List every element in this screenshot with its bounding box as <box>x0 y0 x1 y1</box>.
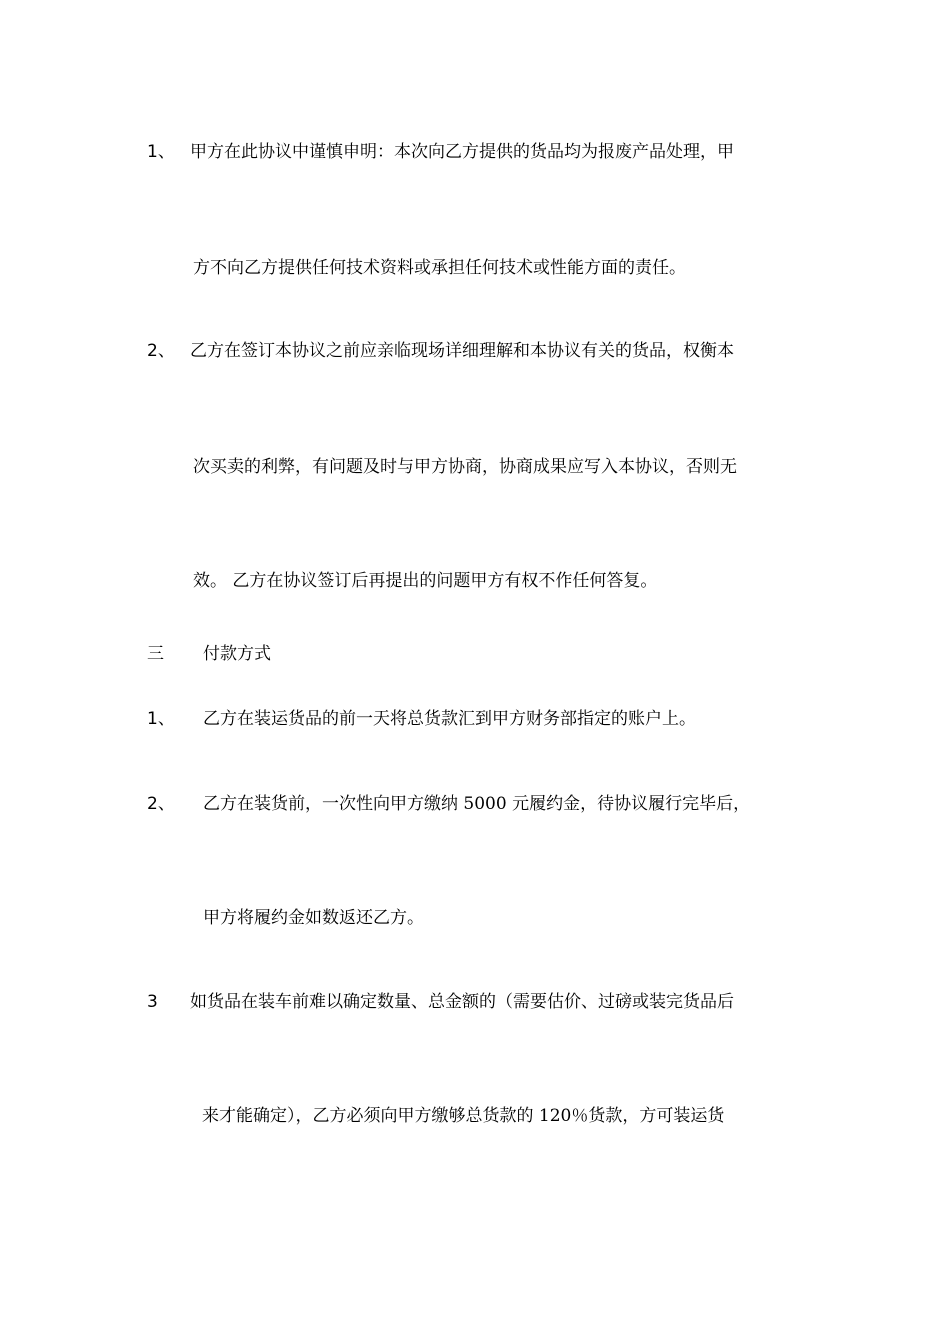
paragraph-line: 方不向乙方提供任何技术资料或承担任何技术或性能方面的责任。 <box>193 258 686 278</box>
item-number: 2、 <box>147 341 175 361</box>
item-number: 2、 <box>147 794 175 814</box>
paragraph-line: 乙方在装运货品的前一天将总货款汇到甲方财务部指定的账户上。 <box>203 709 696 729</box>
paragraph-line: 乙方在装货前，一次性向甲方缴纳 5000 元履约金，待协议履行完毕后， <box>203 794 751 814</box>
paragraph-line: 甲方在此协议中谨慎申明：本次向乙方提供的货品均为报废产品处理，甲 <box>190 142 734 162</box>
paragraph-line: 如货品在装车前难以确定数量、总金额的（需要估价、过磅或装完货品后 <box>190 992 734 1012</box>
section-number: 三 <box>147 644 164 664</box>
paragraph-line: 甲方将履约金如数返还乙方。 <box>203 908 424 928</box>
section-title: 付款方式 <box>203 644 271 664</box>
paragraph-line: 来才能确定），乙方必须向甲方缴够总货款的 120％货款，方可装运货 <box>202 1106 725 1126</box>
paragraph-line: 效。 乙方在协议签订后再提出的问题甲方有权不作任何答复。 <box>193 571 658 591</box>
paragraph-line: 乙方在签订本协议之前应亲临现场详细理解和本协议有关的货品，权衡本 <box>190 341 734 361</box>
item-number: 3 <box>147 992 158 1012</box>
paragraph-line: 次买卖的利弊，有问题及时与甲方协商，协商成果应写入本协议，否则无 <box>193 457 737 477</box>
item-number: 1、 <box>147 142 175 162</box>
item-number: 1、 <box>147 709 175 729</box>
